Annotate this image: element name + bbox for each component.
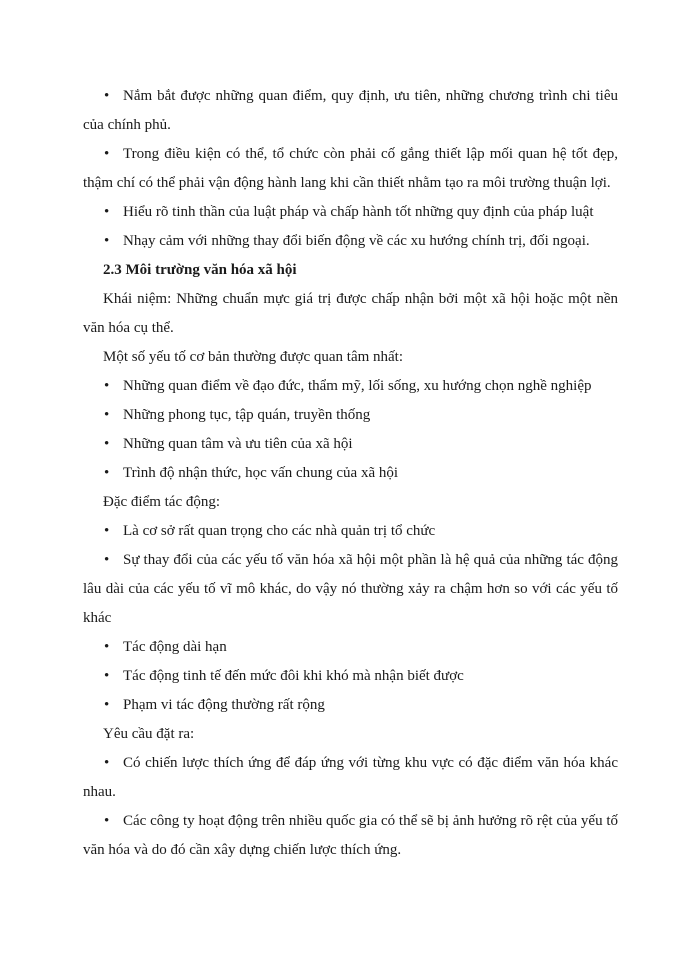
bullet-item: • Phạm vi tác động thường rất rộng xyxy=(83,691,618,720)
document-page xyxy=(83,82,618,865)
bullet-item: • Tác động tinh tế đến mức đôi khi khó mà nhận biết được xyxy=(83,662,618,691)
bullet-icon: • xyxy=(104,146,110,162)
bullet-icon: • xyxy=(104,523,110,539)
paragraph-impact-intro: Đặc điểm tác động: xyxy=(103,494,221,510)
bullet-item: • Là cơ sở rất quan trọng cho các nhà quản trị tổ chức xyxy=(83,517,618,546)
bullet-icon: • xyxy=(104,204,110,220)
bullet-icon: • xyxy=(104,233,110,249)
bullet-item: • Trong điều kiện có thể, tổ chức còn phải cố gắng thiết lập mối quan hệ tốt đẹp, thậm chí có thể phải vận động hành lang khi cần thiết nhằm tạo ra môi trường thuận lợi. xyxy=(83,140,618,198)
bullet-item: • Có chiến lược thích ứng để đáp ứng với từng khu vực có đặc điểm văn hóa khác nhau. xyxy=(83,749,618,807)
paragraph-factors-intro: Một số yếu tố cơ bản thường được quan tâm nhất: xyxy=(103,349,404,365)
bullet-icon: • xyxy=(104,755,110,771)
bullet-item: • Những phong tục, tập quán, truyền thống xyxy=(83,401,618,430)
bullet-item: • Nhạy cảm với những thay đổi biến động về các xu hướng chính trị, đối ngoại. xyxy=(83,227,618,256)
bullet-icon: • xyxy=(104,668,110,684)
bullet-item: • Các công ty hoạt động trên nhiều quốc gia có thể sẽ bị ảnh hưởng rõ rệt của yếu tố văn hóa và do đó cần xây dựng chiến lược thích ứng. xyxy=(83,807,618,865)
section-heading: 2.3 Môi trường văn hóa xã hội xyxy=(103,262,297,278)
bullet-item: • Trình độ nhận thức, học vấn chung của xã hội xyxy=(83,459,618,488)
bullet-icon: • xyxy=(104,378,110,394)
paragraph-definition: Khái niệm: Những chuẩn mực giá trị được chấp nhận bởi một xã hội hoặc một nền văn hóa cụ thể. xyxy=(83,291,618,336)
bullet-item: • Những quan tâm và ưu tiên của xã hội xyxy=(83,430,618,459)
bullet-icon: • xyxy=(104,436,110,452)
bullet-item: • Hiểu rõ tinh thần của luật pháp và chấp hành tốt những quy định của pháp luật xyxy=(83,198,618,227)
bullet-item: • Nắm bắt được những quan điểm, quy định, ưu tiên, những chương trình chi tiêu của chính phủ. xyxy=(83,82,618,140)
bullet-icon: • xyxy=(104,639,110,655)
bullet-icon: • xyxy=(104,88,110,104)
bullet-item: • Sự thay đổi của các yếu tố văn hóa xã hội một phần là hệ quả của những tác động lâu dài của các yếu tố vĩ mô khác, do vậy nó thường xảy ra chậm hơn so với các yếu tố khác xyxy=(83,546,618,633)
bullet-icon: • xyxy=(104,697,110,713)
bullet-icon: • xyxy=(104,552,110,568)
bullet-icon: • xyxy=(104,407,110,423)
bullet-item: • Những quan điểm về đạo đức, thẩm mỹ, lối sống, xu hướng chọn nghề nghiệp xyxy=(83,372,618,401)
bullet-item: • Tác động dài hạn xyxy=(83,633,618,662)
bullet-icon: • xyxy=(104,465,110,481)
bullet-icon: • xyxy=(104,813,110,829)
paragraph-requirements-intro: Yêu cầu đặt ra: xyxy=(103,726,195,742)
